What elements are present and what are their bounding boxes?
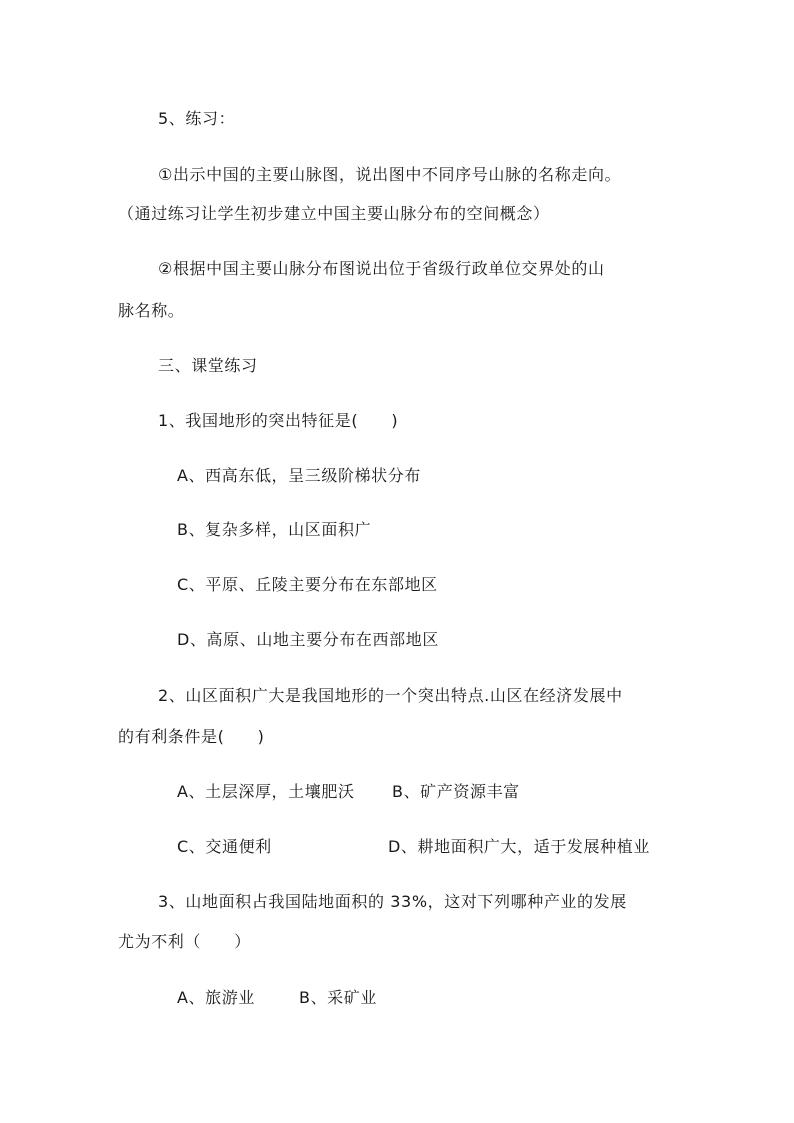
question-1-option-b: B、复杂多样，山区面积广	[177, 520, 372, 539]
section3-title: 三、课堂练习	[158, 356, 258, 375]
question-3-stem-line-2: 尤为不利（ ）	[118, 932, 251, 951]
question-2-option-c: C、交通便利	[177, 837, 272, 856]
question-1-option-a: A、西高东低，呈三级阶梯状分布	[177, 466, 421, 485]
question-2-stem-line-1: 2、山区面积广大是我国地形的一个突出特点.山区在经济发展中	[158, 686, 623, 705]
question-3-stem-line-1: 3、山地面积占我国陆地面积的 33%，这对下列哪种产业的发展	[158, 892, 627, 911]
exercise-item-1-line-1: ①出示中国的主要山脉图，说出图中不同序号山脉的名称走向。	[158, 165, 622, 184]
question-1-stem: 1、我国地形的突出特征是( )	[158, 411, 399, 430]
section5-title: 5、练习：	[158, 109, 236, 128]
question-1-option-d: D、高原、山地主要分布在西部地区	[177, 630, 439, 649]
question-3-option-a: A、旅游业	[177, 988, 255, 1007]
question-1-option-c: C、平原、丘陵主要分布在东部地区	[177, 575, 438, 594]
question-2-option-d: D、耕地面积广大，适于发展种植业	[388, 837, 650, 856]
question-2-stem-line-2: 的有利条件是( )	[118, 727, 265, 746]
exercise-item-2-line-1: ②根据中国主要山脉分布图说出位于省级行政单位交界处的山	[158, 259, 605, 278]
question-2-option-a: A、土层深厚，土壤肥沃	[177, 782, 355, 801]
question-2-option-b: B、矿产资源丰富	[392, 782, 520, 801]
exercise-item-2-line-2: 脉名称。	[118, 301, 185, 320]
exercise-item-1-line-2: （通过练习让学生初步建立中国主要山脉分布的空间概念）	[118, 204, 550, 223]
question-3-option-b: B、采矿业	[299, 988, 377, 1007]
